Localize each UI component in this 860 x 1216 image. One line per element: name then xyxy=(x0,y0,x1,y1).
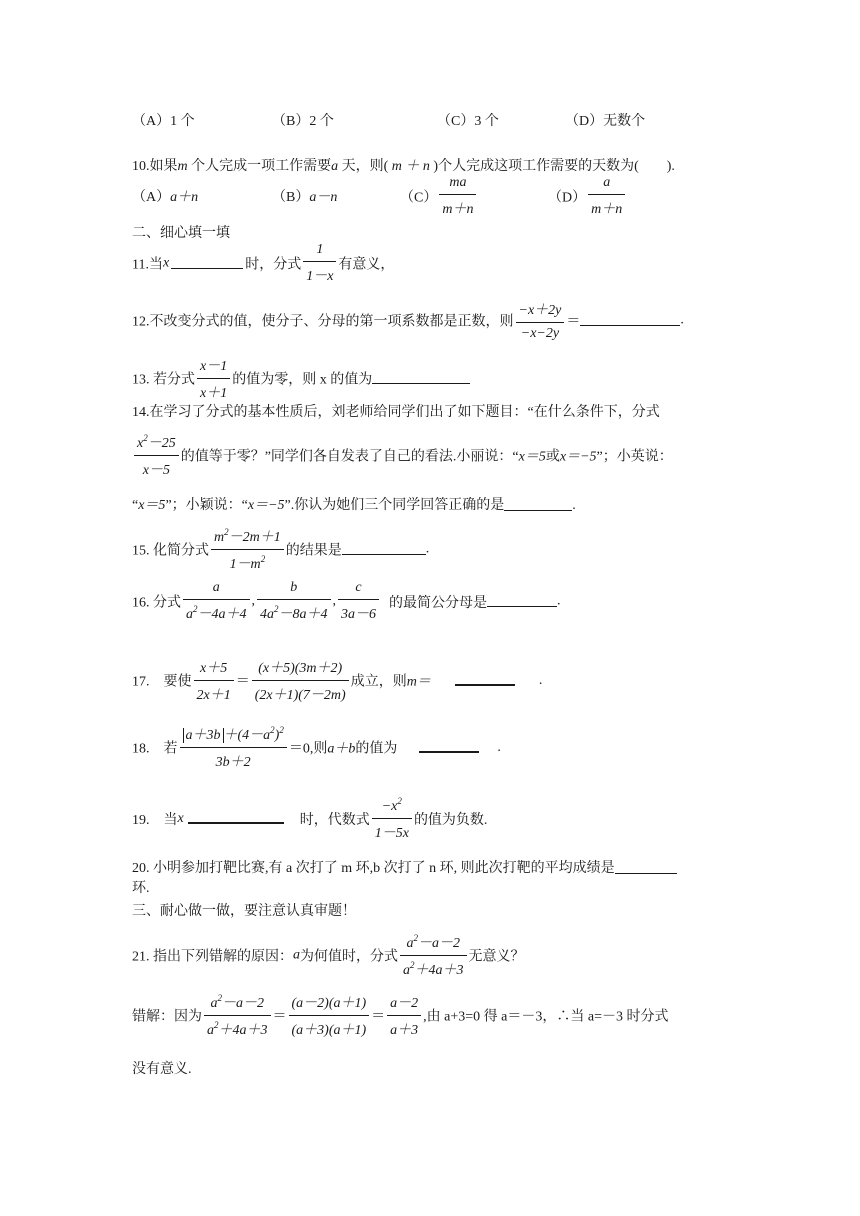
fraction xyxy=(289,992,370,1039)
denominator xyxy=(400,956,467,979)
q15-text: 的结果是 xyxy=(285,543,342,559)
math-expr: x＝−5 xyxy=(247,498,285,513)
term: －a－2 xyxy=(418,936,460,951)
math-expr: x＝5 xyxy=(138,498,166,513)
equals-sign: ＝ xyxy=(272,1009,287,1025)
fraction xyxy=(303,242,336,285)
q17-text: 成立，则 xyxy=(350,674,407,690)
numerator: a－2 xyxy=(387,992,421,1016)
numerator: (x＋5)(3m＋2) xyxy=(252,657,349,681)
q9-option-c: （C）3 个 xyxy=(437,114,499,129)
q10-text: 10.如果 xyxy=(132,159,178,174)
fraction xyxy=(516,299,565,342)
comma: , xyxy=(251,593,255,609)
equals-sign: ＝ xyxy=(566,314,581,330)
equals-zero: ＝0, xyxy=(288,741,314,757)
denominator: 3b＋2 xyxy=(215,755,251,770)
q11-text: 时，分式 xyxy=(245,257,302,273)
term: －2m＋1 xyxy=(228,530,281,545)
q20-line-1 xyxy=(132,857,677,877)
option-label: （A） xyxy=(132,190,171,205)
q19 xyxy=(132,796,487,842)
period: . xyxy=(538,672,543,688)
period: . xyxy=(425,541,430,557)
q14-line-1: 14.在学习了分式的基本性质后，刘老师给同学们出了如下题目：“在什么条件下，分式 xyxy=(132,405,660,420)
numerator-rest: －25 xyxy=(147,436,176,451)
var-a: a xyxy=(331,159,339,174)
q10-stem xyxy=(132,155,675,175)
fraction xyxy=(338,580,379,623)
fraction xyxy=(197,355,230,402)
exponent: 2 xyxy=(410,960,415,970)
math-expr: m＝ xyxy=(406,674,431,690)
fraction xyxy=(204,992,271,1039)
numerator: a xyxy=(588,175,625,195)
denominator: 3a－6 xyxy=(341,607,376,622)
denominator: m＋n xyxy=(591,202,623,217)
numerator xyxy=(134,432,179,456)
numerator: −x＋2y xyxy=(516,299,565,323)
exponent: 2 xyxy=(270,725,275,735)
answer-blank[interactable] xyxy=(419,751,479,753)
q10-text: )个人完成这项工作需要的天数为( ). xyxy=(433,159,675,174)
q14-text: “ xyxy=(132,498,139,513)
term: m xyxy=(214,530,225,545)
q17 xyxy=(132,657,542,704)
numerator xyxy=(180,724,287,748)
var-a: a xyxy=(293,947,300,963)
denominator: 1－5x xyxy=(374,826,409,841)
q14-text: ”.你认为她们三个同学回答正确的是 xyxy=(284,498,505,513)
numerator xyxy=(372,796,412,819)
q9-option-b: （B）2 个 xyxy=(272,114,334,129)
term: －8a＋4 xyxy=(278,607,328,622)
term: a xyxy=(403,963,410,978)
term: a xyxy=(207,1023,214,1038)
q21-wrong-solution xyxy=(132,992,668,1039)
q18-text: 18. 若 xyxy=(132,741,178,757)
q9-option-a: （A）1 个 xyxy=(132,114,195,129)
equals-sign: ＝ xyxy=(371,1009,386,1025)
q10-text: 天，则( xyxy=(338,159,389,174)
q13-text: 13. 若分式 xyxy=(132,372,195,388)
term: a xyxy=(210,996,218,1011)
section-heading-2: 二、细心填一填 xyxy=(132,226,230,241)
q10-text: 个人完成一项工作需要 xyxy=(187,159,332,174)
answer-blank[interactable] xyxy=(372,383,470,384)
fraction xyxy=(588,175,625,218)
denominator: −x−2y xyxy=(520,326,560,341)
period: . xyxy=(680,312,684,328)
term: 4a xyxy=(260,607,274,622)
answer-blank[interactable] xyxy=(171,268,243,269)
q13-text: 的值为零，则 x 的值为 xyxy=(232,372,373,388)
fraction xyxy=(372,796,412,842)
comma: , xyxy=(332,593,336,609)
option-value: a＋n xyxy=(170,190,199,205)
answer-blank[interactable] xyxy=(188,822,284,824)
paren: ) xyxy=(274,728,280,743)
denominator: x－5 xyxy=(142,463,170,478)
answer-blank[interactable] xyxy=(487,606,557,607)
option-value: a－n xyxy=(309,190,338,205)
q13 xyxy=(132,355,470,402)
period: . xyxy=(557,593,561,609)
numerator: b xyxy=(257,580,331,600)
q14-text: 或 xyxy=(545,449,560,465)
q12 xyxy=(132,299,684,342)
q16-text: 的最简公分母是 xyxy=(389,595,487,611)
denominator xyxy=(211,550,284,573)
q11 xyxy=(132,242,394,285)
math-expr: x＝5 xyxy=(518,449,546,465)
term: －a－2 xyxy=(222,996,264,1011)
q10-option-d xyxy=(548,175,627,218)
var-m: m xyxy=(177,159,188,174)
numerator: x－1 xyxy=(197,355,230,379)
var-x: x xyxy=(162,255,170,271)
exponent: 2 xyxy=(143,433,148,443)
numerator-base: x xyxy=(137,436,144,451)
q10-option-a xyxy=(132,186,198,206)
fraction xyxy=(211,526,284,573)
denominator: a＋3 xyxy=(390,1023,419,1038)
exponent: 2 xyxy=(279,725,284,735)
denominator xyxy=(183,600,250,623)
numerator: (a－2)(a＋1) xyxy=(289,992,370,1016)
term: ＋(4－a xyxy=(223,728,271,743)
var-mn: m ＋ n xyxy=(388,159,434,174)
numerator: x＋5 xyxy=(194,657,234,681)
answer-blank[interactable] xyxy=(342,554,426,555)
q21-last-line: 没有意义. xyxy=(132,1062,192,1077)
q11-text: 11.当 xyxy=(132,257,163,273)
q14-line-2-text xyxy=(181,450,673,465)
q12-text: 12.不改变分式的值，使分子、分母的第一项系数都是正数，则 xyxy=(132,314,514,330)
fraction xyxy=(257,580,331,623)
option-label: （B） xyxy=(272,190,310,205)
q14-text: ”；小英说： xyxy=(596,449,673,465)
exponent: 2 xyxy=(217,993,222,1003)
q21-text: 错解：因为 xyxy=(132,1009,202,1025)
denominator: m＋n xyxy=(442,202,474,217)
q21 xyxy=(132,932,525,979)
q16-text: 16. 分式 xyxy=(132,595,181,611)
q14-text: ”；小颖说：“ xyxy=(165,498,248,513)
fraction xyxy=(194,657,234,704)
denominator: 1－x xyxy=(306,269,334,284)
q15-text: 15. 化简分式 xyxy=(132,543,209,559)
numerator xyxy=(204,992,271,1016)
q19-text: 时，代数式 xyxy=(299,813,370,828)
q16 xyxy=(132,580,561,623)
denominator: (a＋3)(a＋1) xyxy=(291,1023,367,1038)
numerator xyxy=(400,932,467,956)
q15 xyxy=(132,526,429,573)
exponent: 2 xyxy=(413,933,418,943)
q14-text: 的值等于零？”同学们各自发表了自己的看法.小丽说：“ xyxy=(180,449,519,465)
denominator: 2x＋1 xyxy=(196,688,231,703)
fraction xyxy=(252,657,349,704)
term: ＋4a＋3 xyxy=(218,1023,268,1038)
q14-line-3 xyxy=(132,494,576,514)
exponent: 2 xyxy=(193,604,198,614)
numerator: c xyxy=(338,580,379,600)
q11-text: 有意义， xyxy=(338,257,395,273)
q20-line-2: 环. xyxy=(132,881,150,896)
denominator: (2x＋1)(7－2m) xyxy=(254,688,346,703)
q20-text: 20. 小明参加打靶比赛,有 a 次打了 m 环,b 次打了 n 环, 则此次打靶的平均成绩是 xyxy=(132,861,615,876)
fraction xyxy=(387,992,421,1039)
fraction xyxy=(180,724,287,771)
equals-sign: ＝ xyxy=(235,674,250,690)
q21-text: 无意义？ xyxy=(468,949,525,965)
fraction xyxy=(439,175,476,218)
term: 1－m xyxy=(229,557,261,572)
q10-option-b xyxy=(272,186,337,206)
term: －4a＋4 xyxy=(197,607,247,622)
option-label: （C） xyxy=(400,190,438,206)
term: a xyxy=(186,607,193,622)
fraction xyxy=(400,932,467,979)
q21-text: ,由 a+3=0 得 a＝－3，∴当 a=－3 时分式 xyxy=(423,1009,669,1025)
answer-blank[interactable] xyxy=(615,873,677,874)
q17-text: 17. 要使 xyxy=(132,674,192,690)
numerator: a xyxy=(183,580,250,600)
answer-blank[interactable] xyxy=(580,325,680,326)
denominator xyxy=(257,600,331,623)
q14-line-2 xyxy=(132,432,673,479)
var-x: x xyxy=(177,811,184,826)
q18 xyxy=(132,724,501,771)
answer-blank[interactable] xyxy=(504,510,572,511)
exponent: 2 xyxy=(397,796,402,806)
q18-text: 的值为 xyxy=(355,741,398,757)
section-heading-3: 三、耐心做一做，要注意认真审题！ xyxy=(132,904,356,919)
exponent: 2 xyxy=(224,527,229,537)
q19-text: 的值为负数. xyxy=(413,813,488,828)
absolute-value: a＋3b xyxy=(183,728,224,743)
q18-text: 则 xyxy=(313,741,328,757)
exponent: 2 xyxy=(260,554,266,564)
term: ＋4a＋3 xyxy=(414,963,464,978)
numerator: ma xyxy=(439,175,476,195)
fraction xyxy=(183,580,250,623)
option-label: （D） xyxy=(548,190,587,206)
q10-option-c xyxy=(400,175,478,218)
term: −x xyxy=(381,799,398,814)
q9-option-d: （D）无数个 xyxy=(565,114,646,129)
fraction xyxy=(134,432,179,479)
exponent: 2 xyxy=(214,1020,219,1030)
term: a xyxy=(406,936,414,951)
period: . xyxy=(572,498,576,513)
denominator: x＋1 xyxy=(200,386,228,401)
q21-text: 为何值时，分式 xyxy=(300,949,398,965)
q21-text: 21. 指出下列错解的原因： xyxy=(132,949,293,965)
exponent: 2 xyxy=(274,604,279,614)
math-expr: x＝−5 xyxy=(559,449,597,465)
answer-blank[interactable] xyxy=(455,684,515,686)
numerator xyxy=(211,526,284,550)
math-expr: a＋b xyxy=(327,741,356,757)
numerator: 1 xyxy=(303,242,336,262)
denominator xyxy=(204,1016,271,1039)
period: . xyxy=(497,739,501,755)
q19-text: 19. 当 xyxy=(132,813,178,828)
